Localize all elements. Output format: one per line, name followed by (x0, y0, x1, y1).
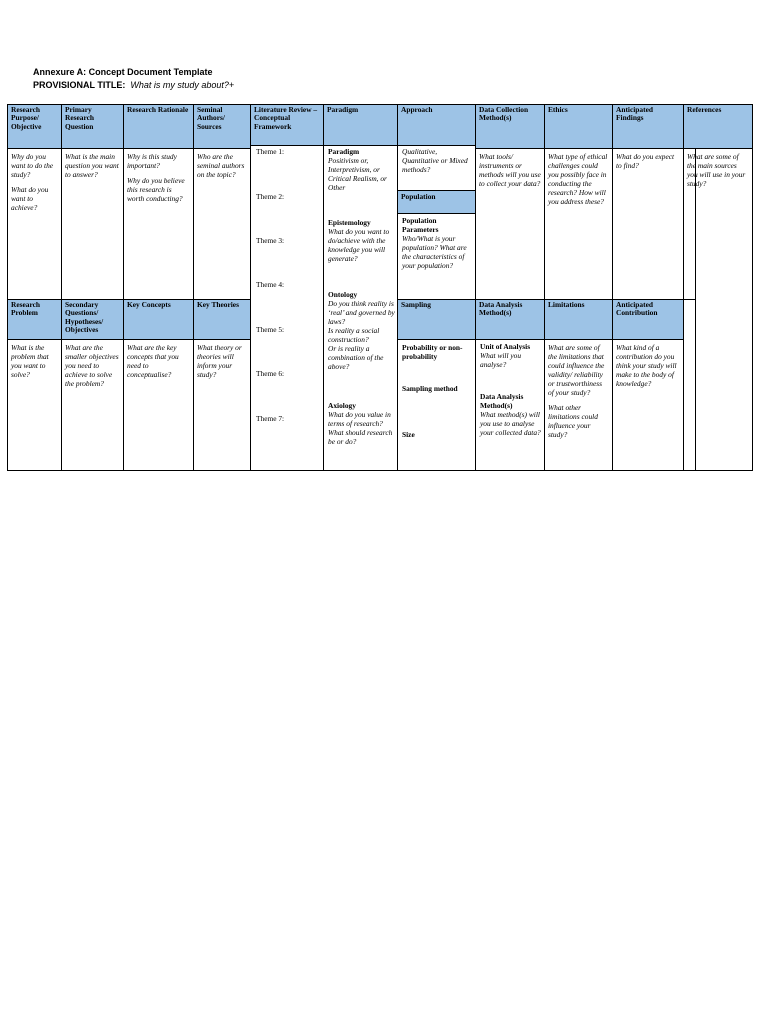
header-sampling: Sampling (397, 299, 476, 340)
cell-ethics (544, 148, 613, 300)
cell-key-concepts (123, 339, 194, 471)
sampling-probability: Probability or non-probability (402, 343, 463, 362)
ontology-question-2: Is reality a social construction? (328, 326, 380, 345)
header-limitations: Limitations (544, 299, 613, 340)
concepts-question: What are the key concepts that you need to conceptualise? (127, 343, 179, 380)
epistemology-section (328, 218, 396, 263)
cell-population (397, 213, 476, 300)
cell-research-purpose (7, 148, 62, 300)
header-anticipated-contribution: Anticipated Contribution (612, 299, 684, 340)
theme-2: Theme 2: (256, 192, 285, 201)
rationale-question-1: Why is this study important? (127, 152, 177, 171)
data-analysis-method-question: What method(s) will you use to analyse your collected data? (480, 410, 541, 438)
cell-data-collection (475, 148, 545, 300)
ontology-title: Ontology (328, 290, 358, 299)
paradigm-section (328, 147, 396, 192)
population-parameters-title: Population Parameters (402, 216, 439, 235)
header-data-collection: Data Collection Method(s) (475, 104, 545, 149)
header-research-purpose: Research Purpose/ Objective (7, 104, 62, 149)
provisional-title-line (33, 80, 234, 90)
header-literature-review: Literature Review – Conceptual Framework (250, 104, 324, 146)
axiology-title: Axiology (328, 401, 356, 410)
header-anticipated-findings: Anticipated Findings (612, 104, 684, 149)
problem-question: What is the problem that you want to solve? (11, 343, 49, 380)
unit-of-analysis-title: Unit of Analysis (480, 342, 531, 351)
purpose-question-1: Why do you want to do the study? (11, 152, 54, 180)
theme-4: Theme 4: (256, 280, 285, 289)
ontology-question-3: Or is reality a combination of the above? (328, 344, 384, 372)
header-research-rationale: Research Rationale (123, 104, 194, 149)
unit-of-analysis-question: What will you analyse? (480, 351, 522, 370)
unit-of-analysis (480, 342, 543, 369)
epistemology-question: What do you want to do/achieve with the knowledge you will generate? (328, 227, 390, 264)
ontology-question-1: Do you think reality is ‘real’ and governed by laws? (328, 299, 395, 327)
cell-data-analysis (475, 339, 545, 471)
annexure-title: Annexure A: Concept Document Template (33, 67, 213, 77)
paradigm-title: Paradigm (328, 147, 360, 156)
theme-1: Theme 1: (256, 147, 285, 156)
ontology-section (328, 290, 396, 371)
theme-3: Theme 3: (256, 236, 285, 245)
contribution-question: What kind of a contribution do you think your study will make to the body of knowledge? (616, 343, 677, 389)
theme-5: Theme 5: (256, 325, 285, 334)
cell-limitations (544, 339, 613, 471)
header-approach: Approach (397, 104, 476, 146)
header-secondary-questions: Secondary Questions/ Hypotheses/ Objectives (61, 299, 124, 340)
concept-table (7, 104, 696, 471)
cell-seminal-authors (193, 148, 251, 300)
axiology-question: What do you value in terms of research? What should research be or do? (328, 410, 393, 447)
cell-anticipated-findings (612, 148, 684, 300)
authors-question-text: Who are the seminal authors on the topic? (197, 152, 245, 180)
header-research-problem: Research Problem (7, 299, 62, 340)
data-analysis-method-title: Data Analysis Method(s) (480, 392, 524, 411)
header-key-theories: Key Theories (193, 299, 251, 340)
provisional-title-label: PROVISIONAL TITLE: (33, 80, 126, 90)
references-question: What are some of the main sources you will use in your study? (687, 152, 746, 189)
sampling-method: Sampling method (402, 384, 458, 393)
collection-question: What tools/ instruments or methods will you use to collect your data? (479, 152, 541, 189)
cell-sampling (397, 339, 476, 471)
secondary-question: What are the smaller objectives you need to achieve to solve the problem? (65, 343, 119, 389)
cell-primary-question (61, 148, 124, 300)
approach-question: Qualitative, Quantitative or Mixed methods? (402, 147, 468, 175)
cell-approach (397, 145, 476, 191)
provisional-title-value: What is my study about?+ (130, 80, 235, 90)
limitations-question-2: What other limitations could influence your study? (548, 403, 598, 440)
cell-references (683, 148, 753, 471)
header-ethics: Ethics (544, 104, 613, 149)
header-data-analysis: Data Analysis Method(s) (475, 299, 545, 340)
theme-6: Theme 6: (256, 369, 285, 378)
header-seminal-authors: Seminal Authors/ Sources (193, 104, 251, 149)
limitations-question-1: What are some of the limitations that could influence the validity/ reliability or trustworthiness of your study? (548, 343, 605, 398)
header-population: Population (397, 190, 476, 214)
ethics-question: What type of ethical challenges could you possibly face in conducting the research? How will you address these? (548, 152, 608, 207)
cell-anticipated-contribution (612, 339, 684, 471)
rationale-question-2: Why do you believe this research is worth conducting? (127, 176, 185, 204)
header-paradigm: Paradigm (323, 104, 398, 146)
cell-key-theories (193, 339, 251, 471)
population-parameters (402, 216, 474, 270)
paradigm-options: Positivism or, Interpretivism, or Critical Realism, or (328, 156, 387, 184)
paradigm-other: Other (328, 183, 346, 193)
axiology-section (328, 401, 396, 446)
findings-question: What do you expect to find? (616, 152, 675, 171)
header-key-concepts: Key Concepts (123, 299, 194, 340)
data-analysis-method (480, 392, 543, 437)
cell-literature-review (250, 145, 324, 471)
purpose-question-2: What do you want to achieve? (11, 185, 49, 213)
epistemology-title: Epistemology (328, 218, 371, 227)
header-primary-question: Primary Research Question (61, 104, 124, 149)
cell-research-problem (7, 339, 62, 471)
header-references-full: References (683, 104, 753, 149)
theories-question: What theory or theories will inform your study? (197, 343, 242, 380)
cell-research-rationale (123, 148, 194, 300)
theme-7: Theme 7: (256, 414, 285, 423)
sampling-size: Size (402, 430, 415, 439)
cell-secondary-questions (61, 339, 124, 471)
cell-paradigm (323, 145, 398, 471)
population-parameters-question: Who/What is your population? What are the characteristics of your population? (402, 234, 467, 271)
primary-question-text: What is the main question you want to answer? (65, 152, 119, 180)
